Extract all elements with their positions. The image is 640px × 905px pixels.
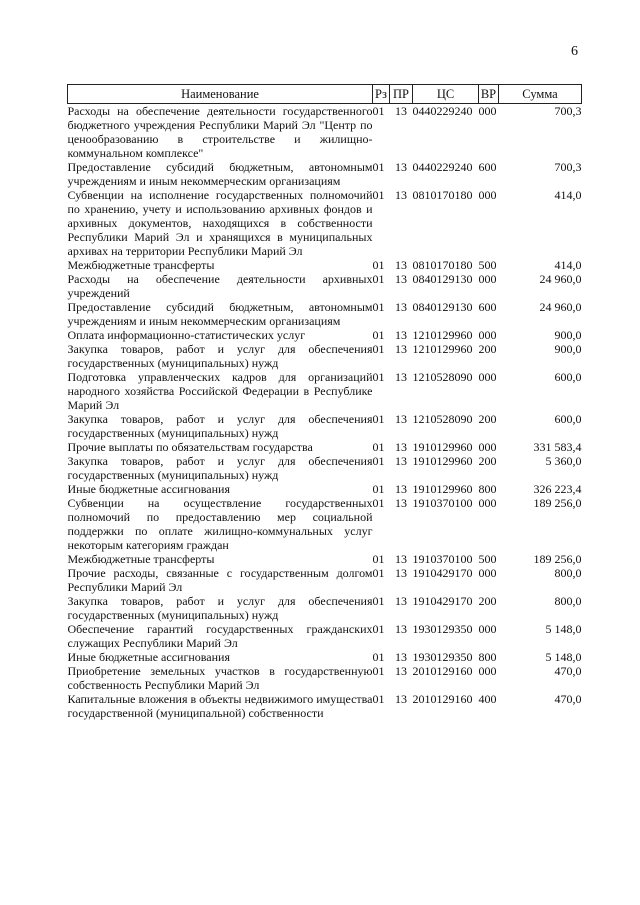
cell-pr: 13	[395, 342, 407, 356]
cell-vr: 200	[478, 454, 497, 468]
cell-name: Иные бюджетные ассигнования	[67, 650, 230, 664]
cell-cs: 0840129130	[412, 272, 473, 286]
table-row	[68, 104, 582, 161]
cell-name: Прочие расходы, связанные с государственным долгом Республики Марий Эл	[67, 566, 373, 594]
table-row	[68, 440, 582, 454]
header-name: Наименование	[68, 85, 373, 104]
cell-rz: 01	[372, 300, 385, 314]
cell-rz: 01	[372, 258, 385, 272]
cell-name: Межбюджетные трансферты	[67, 258, 215, 272]
cell-rz: 01	[372, 496, 385, 510]
cell-name: Расходы на обеспечение деятельности архивных учреждений	[67, 272, 373, 300]
cell-cs: 1910129960	[412, 440, 473, 454]
cell-cs: 1210129960	[412, 328, 473, 342]
cell-vr: 800	[478, 650, 497, 664]
cell-sum: 470,0	[554, 692, 582, 706]
table-row	[68, 496, 582, 552]
cell-vr: 600	[478, 300, 497, 314]
cell-vr: 000	[478, 566, 497, 580]
table-row	[68, 482, 582, 496]
cell-pr: 13	[395, 412, 407, 426]
header-rz: Рз	[373, 85, 390, 104]
table-row	[68, 622, 582, 650]
cell-rz: 01	[372, 594, 385, 608]
table-row	[68, 300, 582, 328]
cell-sum: 600,0	[554, 412, 582, 426]
cell-rz: 01	[372, 104, 385, 118]
cell-sum: 5 360,0	[545, 454, 582, 468]
cell-vr: 800	[478, 482, 497, 496]
cell-cs: 1930129350	[412, 650, 473, 664]
cell-rz: 01	[372, 650, 385, 664]
table-row	[68, 412, 582, 440]
cell-vr: 400	[478, 692, 497, 706]
cell-pr: 13	[395, 300, 407, 314]
table-row	[68, 160, 582, 188]
cell-pr: 13	[395, 496, 407, 510]
cell-pr: 13	[395, 482, 407, 496]
cell-pr: 13	[395, 104, 407, 118]
cell-vr: 600	[478, 160, 497, 174]
cell-pr: 13	[395, 272, 407, 286]
cell-name: Прочие выплаты по обязательствам государства	[67, 440, 313, 454]
cell-cs: 0810170180	[412, 258, 473, 272]
cell-name: Межбюджетные трансферты	[67, 552, 215, 566]
cell-name: Закупка товаров, работ и услуг для обеспечения государственных (муниципальных) нужд	[67, 412, 373, 440]
cell-cs: 1930129350	[412, 622, 473, 636]
cell-pr: 13	[395, 188, 407, 202]
cell-rz: 01	[372, 622, 385, 636]
cell-pr: 13	[395, 160, 407, 174]
cell-sum: 900,0	[554, 328, 582, 342]
cell-rz: 01	[372, 440, 385, 454]
cell-rz: 01	[372, 454, 385, 468]
cell-pr: 13	[395, 454, 407, 468]
cell-rz: 01	[372, 552, 385, 566]
cell-pr: 13	[395, 440, 407, 454]
cell-cs: 1910370100	[412, 496, 473, 510]
cell-pr: 13	[395, 594, 407, 608]
cell-cs: 2010129160	[412, 692, 473, 706]
cell-name: Подготовка управленческих кадров для организаций народного хозяйства Российской Федерации в Республике Марий Эл	[67, 370, 373, 412]
cell-vr: 200	[478, 412, 497, 426]
cell-name: Приобретение земельных участков в государственную собственность Республики Марий Эл	[67, 664, 373, 692]
cell-cs: 1210528090	[412, 370, 473, 384]
cell-rz: 01	[372, 160, 385, 174]
table-row	[68, 328, 582, 342]
cell-sum: 414,0	[554, 258, 582, 272]
cell-rz: 01	[372, 482, 385, 496]
cell-rz: 01	[372, 328, 385, 342]
cell-pr: 13	[395, 622, 407, 636]
table-row	[68, 370, 582, 412]
table-row	[68, 664, 582, 692]
cell-name: Закупка товаров, работ и услуг для обеспечения государственных (муниципальных) нужд	[67, 454, 373, 482]
cell-vr: 000	[478, 272, 497, 286]
cell-vr: 000	[478, 104, 497, 118]
table-row	[68, 552, 582, 566]
cell-cs: 0440229240	[412, 160, 473, 174]
cell-name: Расходы на обеспечение деятельности государственного бюджетного учреждения Республики Марий Эл "Центр по ценообразованию в строительстве и жилищно-коммунальном комплексе"	[67, 104, 373, 160]
table-row	[68, 342, 582, 370]
table-row	[68, 188, 582, 258]
cell-name: Оплата информационно-статистических услуг	[67, 328, 306, 342]
cell-cs: 1910429170	[412, 594, 473, 608]
cell-name: Обеспечение гарантий государственных гражданских служащих Республики Марий Эл	[67, 622, 373, 650]
header-pr: ПР	[390, 85, 413, 104]
cell-pr: 13	[395, 370, 407, 384]
table-body	[68, 104, 582, 721]
cell-name: Капитальные вложения в объекты недвижимого имущества государственной (муниципальной) собственности	[67, 692, 373, 720]
cell-sum: 900,0	[554, 342, 582, 356]
cell-cs: 1910129960	[412, 482, 473, 496]
cell-sum: 700,3	[554, 160, 582, 174]
cell-cs: 1910429170	[412, 566, 473, 580]
table-row	[68, 692, 582, 720]
cell-cs: 1910129960	[412, 454, 473, 468]
cell-pr: 13	[395, 328, 407, 342]
cell-rz: 01	[372, 664, 385, 678]
cell-cs: 2010129160	[412, 664, 473, 678]
cell-vr: 000	[478, 440, 497, 454]
table-header-row	[68, 85, 582, 104]
cell-cs: 0440229240	[412, 104, 473, 118]
cell-rz: 01	[372, 370, 385, 384]
cell-name: Субвенции на исполнение государственных полномочий по хранению, учету и использованию архивных фондов и архивных документов, находящихся в собственности Республики Марий Эл и хранящихся в муниципальных архивах на территории Республики Марий Эл	[67, 188, 373, 258]
cell-sum: 800,0	[554, 566, 582, 580]
header-cs: ЦС	[413, 85, 479, 104]
page-number: 6	[571, 44, 578, 59]
header-vr: ВР	[479, 85, 499, 104]
cell-cs: 1910370100	[412, 552, 473, 566]
table-row	[68, 650, 582, 664]
cell-sum: 470,0	[554, 664, 582, 678]
cell-rz: 01	[372, 188, 385, 202]
cell-vr: 000	[478, 622, 497, 636]
cell-name: Закупка товаров, работ и услуг для обеспечения государственных (муниципальных) нужд	[67, 342, 373, 370]
cell-vr: 200	[478, 594, 497, 608]
cell-vr: 200	[478, 342, 497, 356]
cell-sum: 600,0	[554, 370, 582, 384]
cell-sum: 331 583,4	[533, 440, 582, 454]
cell-vr: 000	[478, 328, 497, 342]
cell-rz: 01	[372, 566, 385, 580]
cell-sum: 5 148,0	[545, 650, 582, 664]
table-row	[68, 258, 582, 272]
header-sum: Сумма	[499, 85, 582, 104]
cell-sum: 24 960,0	[539, 272, 582, 286]
cell-cs: 0810170180	[412, 188, 473, 202]
cell-name: Предоставление субсидий бюджетным, автономным учреждениям и иным некоммерческим организациям	[67, 160, 373, 188]
cell-name: Предоставление субсидий бюджетным, автономным учреждениям и иным некоммерческим организациям	[67, 300, 373, 328]
cell-pr: 13	[395, 258, 407, 272]
cell-vr: 000	[478, 370, 497, 384]
cell-sum: 189 256,0	[533, 496, 582, 510]
cell-name: Закупка товаров, работ и услуг для обеспечения государственных (муниципальных) нужд	[67, 594, 373, 622]
cell-sum: 326 223,4	[533, 482, 582, 496]
table-row	[68, 454, 582, 482]
cell-rz: 01	[372, 342, 385, 356]
cell-rz: 01	[372, 412, 385, 426]
cell-sum: 189 256,0	[533, 552, 582, 566]
table-row	[68, 594, 582, 622]
cell-vr: 000	[478, 188, 497, 202]
cell-sum: 800,0	[554, 594, 582, 608]
cell-cs: 1210129960	[412, 342, 473, 356]
cell-rz: 01	[372, 692, 385, 706]
cell-pr: 13	[395, 566, 407, 580]
cell-sum: 414,0	[554, 188, 582, 202]
cell-name: Иные бюджетные ассигнования	[67, 482, 230, 496]
cell-vr: 500	[478, 552, 497, 566]
cell-name: Субвенции на осуществление государственных полномочий по предоставлению мер социальной поддержки по оплате жилищно-коммунальных услуг некоторым категориям граждан	[67, 496, 373, 552]
table-row	[68, 566, 582, 594]
cell-pr: 13	[395, 650, 407, 664]
cell-vr: 500	[478, 258, 497, 272]
cell-rz: 01	[372, 272, 385, 286]
table-row	[68, 272, 582, 300]
cell-pr: 13	[395, 552, 407, 566]
cell-cs: 1210528090	[412, 412, 473, 426]
cell-pr: 13	[395, 664, 407, 678]
cell-sum: 700,3	[554, 104, 582, 118]
budget-table	[67, 84, 582, 720]
cell-cs: 0840129130	[412, 300, 473, 314]
cell-vr: 000	[478, 496, 497, 510]
cell-sum: 5 148,0	[545, 622, 582, 636]
cell-sum: 24 960,0	[539, 300, 582, 314]
cell-pr: 13	[395, 692, 407, 706]
cell-vr: 000	[478, 664, 497, 678]
